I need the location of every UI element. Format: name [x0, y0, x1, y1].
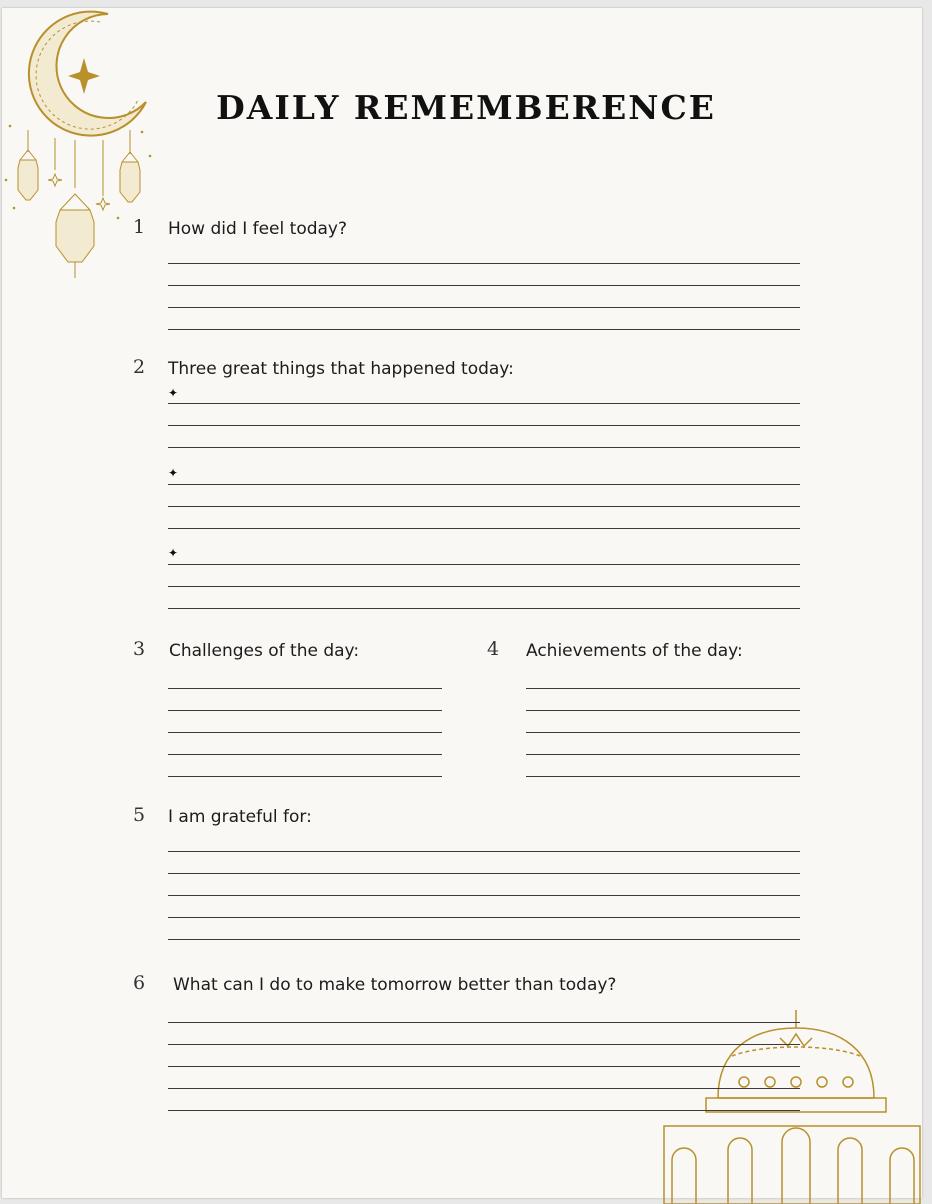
- writing-line[interactable]: [168, 776, 442, 777]
- writing-line[interactable]: [168, 1088, 800, 1089]
- writing-line[interactable]: [168, 564, 800, 565]
- writing-line[interactable]: [168, 1066, 800, 1067]
- writing-line[interactable]: [168, 285, 800, 286]
- bullet-star-icon: ✦: [168, 546, 179, 560]
- writing-line[interactable]: [168, 710, 442, 711]
- section-number: 4: [487, 638, 500, 660]
- section-number: 3: [133, 638, 146, 660]
- writing-line[interactable]: [168, 263, 800, 264]
- section-number: 6: [133, 972, 146, 994]
- writing-line[interactable]: [168, 754, 442, 755]
- section-number: 5: [133, 804, 146, 826]
- writing-line[interactable]: [526, 732, 800, 733]
- writing-line[interactable]: [168, 608, 800, 609]
- section-number: 1: [133, 216, 146, 238]
- lantern-icon: [120, 152, 140, 202]
- section-prompt: Achievements of the day:: [526, 641, 743, 661]
- writing-line[interactable]: [168, 1044, 800, 1045]
- writing-line[interactable]: [526, 688, 800, 689]
- writing-line[interactable]: [526, 710, 800, 711]
- writing-line[interactable]: [168, 732, 442, 733]
- writing-line[interactable]: [168, 917, 800, 918]
- lantern-icon: [56, 194, 94, 278]
- section-prompt: What can I do to make tomorrow better than today?: [173, 975, 617, 995]
- writing-line[interactable]: [168, 425, 800, 426]
- writing-line[interactable]: [168, 528, 800, 529]
- writing-line[interactable]: [168, 506, 800, 507]
- lantern-icon: [18, 150, 38, 200]
- section-prompt: Three great things that happened today:: [168, 359, 514, 379]
- writing-line[interactable]: [168, 329, 800, 330]
- writing-line[interactable]: [168, 403, 800, 404]
- bullet-star-icon: ✦: [168, 466, 179, 480]
- section-number: 2: [133, 356, 146, 378]
- bullet-star-icon: ✦: [168, 386, 179, 400]
- writing-line[interactable]: [168, 851, 800, 852]
- writing-line[interactable]: [168, 939, 800, 940]
- writing-line[interactable]: [168, 1022, 800, 1023]
- page-title: DAILY REMEMBERENCE: [216, 88, 716, 127]
- writing-line[interactable]: [168, 1110, 800, 1111]
- writing-line[interactable]: [168, 307, 800, 308]
- writing-line[interactable]: [168, 484, 800, 485]
- writing-line[interactable]: [168, 447, 800, 448]
- section-prompt: How did I feel today?: [168, 219, 348, 239]
- writing-line[interactable]: [526, 776, 800, 777]
- crescent-lantern-decoration: [0, 0, 160, 290]
- writing-line[interactable]: [168, 873, 800, 874]
- writing-line[interactable]: [526, 754, 800, 755]
- writing-line[interactable]: [168, 586, 800, 587]
- mosque-dome-icon: [662, 1010, 924, 1204]
- section-prompt: I am grateful for:: [168, 807, 312, 827]
- writing-line[interactable]: [168, 688, 442, 689]
- writing-line[interactable]: [168, 895, 800, 896]
- section-prompt: Challenges of the day:: [169, 641, 360, 661]
